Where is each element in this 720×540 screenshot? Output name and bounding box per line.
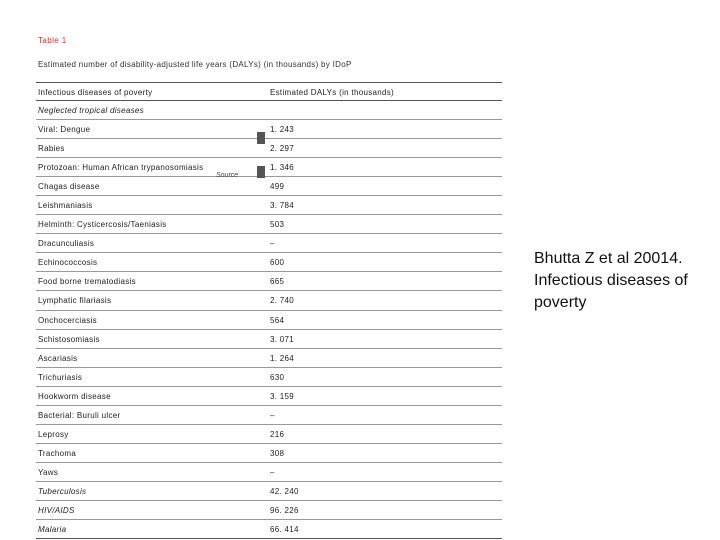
disease-cell: Lymphatic filariasis [38, 296, 112, 306]
disease-cell: Ascariasis [38, 353, 78, 363]
table-row [36, 197, 502, 215]
table-row [36, 369, 502, 387]
disease-cell: Yaws [38, 467, 59, 477]
disease-cell: Rabies [38, 144, 65, 154]
dalys-cell: 499 [270, 182, 285, 192]
table-row [36, 426, 502, 444]
table-row [36, 312, 502, 330]
dalys-cell: 1. 243 [270, 125, 295, 135]
marker-square [257, 132, 265, 144]
disease-cell: Viral: Dengue [38, 125, 91, 135]
dalys-table [36, 82, 502, 539]
table-row [36, 483, 502, 501]
disease-cell: Helminth: Cysticercosis/Taeniasis [38, 220, 167, 230]
table-row [36, 521, 502, 539]
table-row [36, 159, 502, 177]
marker-square [257, 166, 265, 178]
table-row [36, 388, 502, 406]
dalys-cell: 42. 240 [270, 486, 299, 496]
table-row [36, 407, 502, 425]
dalys-cell: – [270, 239, 275, 249]
disease-cell: Trachoma [38, 448, 77, 458]
disease-cell: Onchocerciasis [38, 315, 97, 325]
dalys-cell: 665 [270, 277, 285, 287]
table-row [36, 331, 502, 349]
header-dalys: Estimated DALYs (in thousands) [270, 88, 395, 97]
table-label: Table 1 [38, 36, 67, 45]
disease-cell: Protozoan: Human African trypanosomiasis [38, 163, 204, 173]
table-row [36, 292, 502, 310]
disease-cell: Leprosy [38, 429, 69, 439]
dalys-cell: 1. 346 [270, 163, 295, 173]
disease-cell: HIV/AIDS [38, 505, 75, 515]
disease-cell: Hookworm disease [38, 391, 111, 401]
disease-cell: Malaria [38, 525, 67, 535]
dalys-cell: 2. 740 [270, 296, 295, 306]
disease-cell: Leishmaniasis [38, 201, 93, 211]
dalys-cell: 216 [270, 429, 285, 439]
disease-cell: Schistosomiasis [38, 334, 100, 344]
dalys-cell: 308 [270, 448, 285, 458]
dalys-cell: 1. 264 [270, 353, 295, 363]
dalys-cell: 503 [270, 220, 285, 230]
table-row [36, 502, 502, 520]
disease-cell: Bacterial: Buruli ulcer [38, 410, 121, 420]
disease-cell: Neglected tropical diseases [38, 106, 144, 115]
table-row [36, 273, 502, 291]
table-row [36, 254, 502, 272]
disease-cell: Dracunculiasis [38, 239, 95, 249]
dalys-cell: – [270, 467, 275, 477]
citation-text: Bhutta Z et al 20014. Infectious diseases of poverty [534, 250, 688, 311]
dalys-cell: 600 [270, 258, 285, 268]
dalys-cell: 630 [270, 372, 285, 382]
dalys-cell: 564 [270, 315, 285, 325]
dalys-cell: 66. 414 [270, 525, 299, 535]
table-header-row [36, 82, 502, 101]
disease-cell: Echinococcosis [38, 258, 98, 268]
dalys-cell: 3. 784 [270, 201, 295, 211]
table-caption: Estimated number of disability-adjusted life years (DALYs) (in thousands) by IDoP [38, 60, 352, 69]
source-label: Source [216, 172, 239, 179]
dalys-cell: 96. 226 [270, 505, 299, 515]
dalys-cell: 2. 297 [270, 144, 295, 154]
table-row [36, 102, 502, 120]
table-row [36, 445, 502, 463]
disease-cell: Tuberculosis [38, 486, 87, 496]
dalys-cell: – [270, 410, 275, 420]
dalys-cell: 3. 159 [270, 391, 295, 401]
table-row [36, 121, 502, 139]
disease-cell: Chagas disease [38, 182, 100, 192]
table-row [36, 178, 502, 196]
disease-cell: Trichuriasis [38, 372, 83, 382]
table-row [36, 464, 502, 482]
header-disease: Infectious diseases of poverty [38, 88, 153, 97]
table-row [36, 140, 502, 158]
table-row [36, 216, 502, 234]
disease-cell: Food borne trematodiasis [38, 277, 136, 287]
dalys-cell: 3. 071 [270, 334, 295, 344]
table-row [36, 235, 502, 253]
table-row [36, 350, 502, 368]
